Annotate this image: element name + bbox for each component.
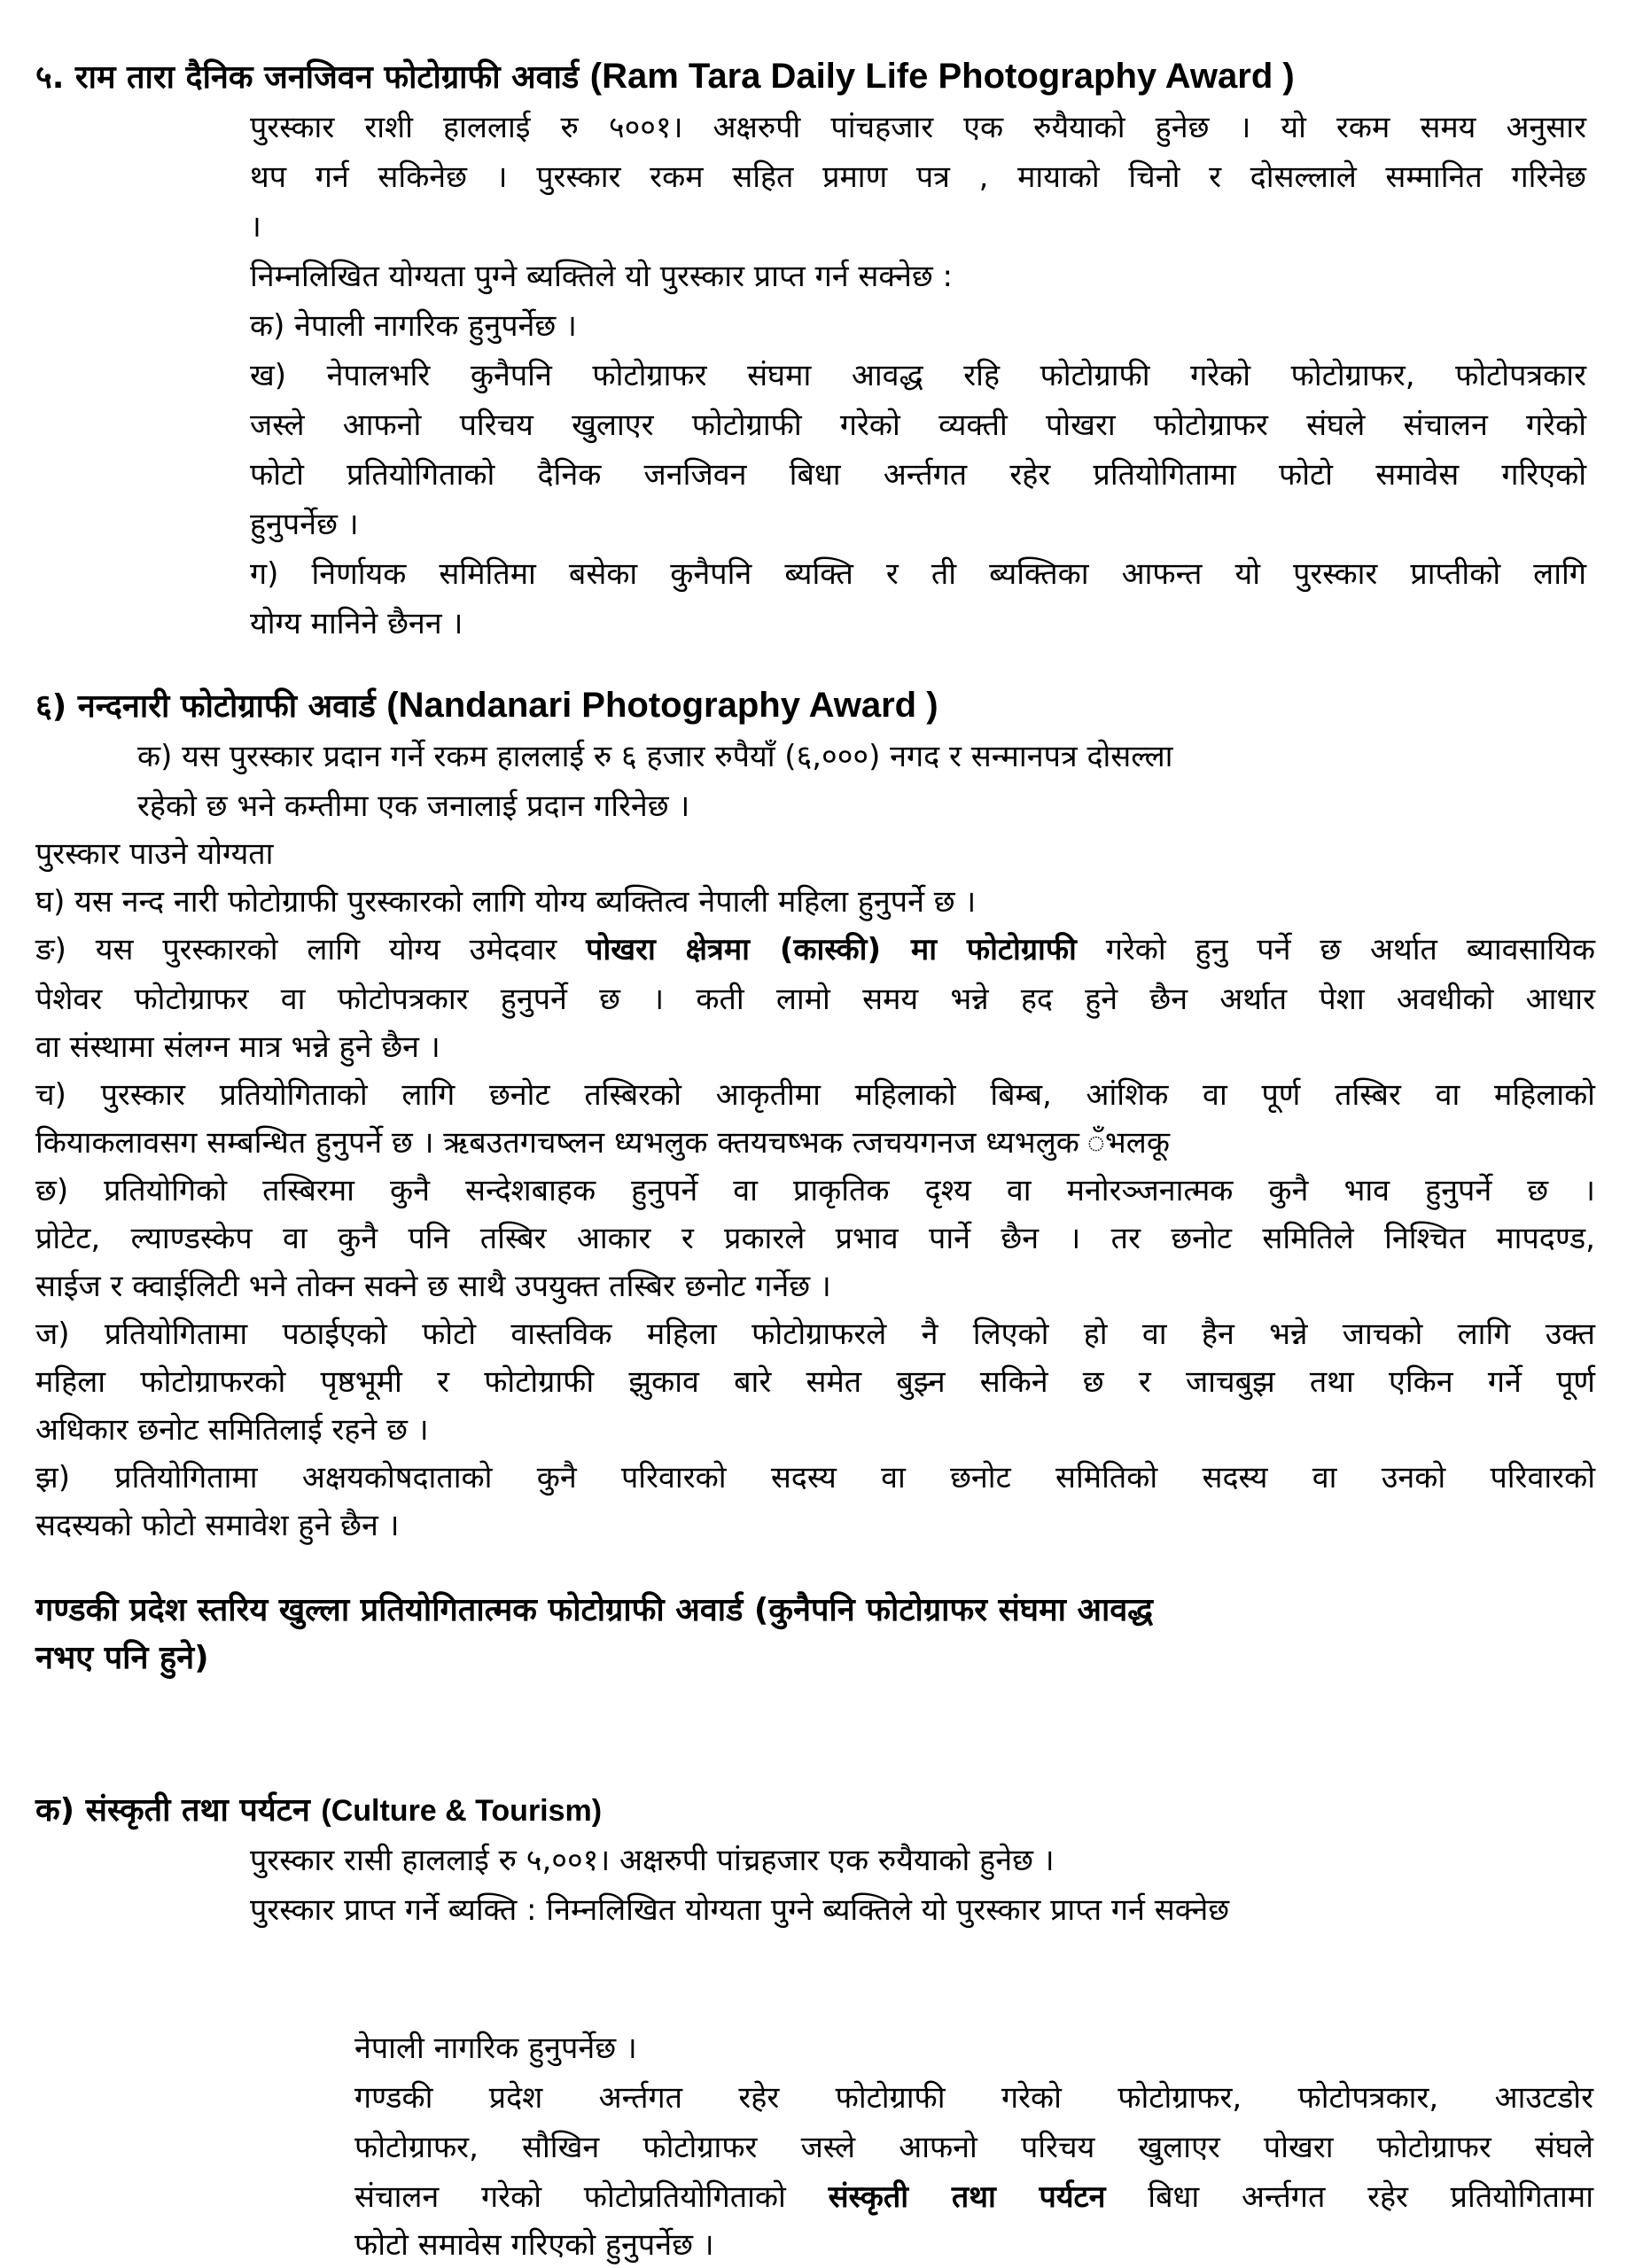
section-6-jha: सदस्यको फोटो समावेश हुने छैन । xyxy=(35,1508,400,1543)
section-6-nga-post: गरेको हुनु पर्ने छ अर्थात ब्यावसायिक xyxy=(1076,932,1595,967)
section-6-heading-np: ६) नन्दनारी फोटोग्राफी अवार्ड xyxy=(35,688,376,725)
section-6-nga-line: वा संस्थामा संलग्न मात्र भन्ने हुने छैन । xyxy=(35,1029,440,1065)
section-6-nga-bold: पोखरा क्षेत्रमा (कास्की) मा फोटोग्राफी xyxy=(586,932,1077,967)
section-6-nga-pre: ङ) यस पुरस्कारको लागि योग्य उमेदवार xyxy=(35,932,587,967)
section-5-criterion-ka: क) नेपाली नागरिक हुनुपर्नेछ । xyxy=(250,308,577,344)
culture-criterion: गण्डकी प्रदेश अर्न्तगत रहेर फोटोग्राफी गरेको फोटोग्राफर, फोटोपत्रकार, आउटडोर xyxy=(354,2080,1593,2116)
section-6-chha: प्रोटेट, ल्याण्डस्केप वा कुनै पनि तस्बिर आकार र प्रकारले प्रभाव पार्ने छैन । तर छनोट समितिले निश्चित मापदण्ड, xyxy=(35,1221,1595,1256)
section-5-criterion-ga: ग) निर्णायक समितिमा बसेका कुनैपनि ब्यक्ति र ती ब्यक्तिका आफन्त यो पुरस्कार प्राप्तीको लागि xyxy=(250,556,1586,592)
culture-heading-np: क) संस्कृती तथा पर्यटन xyxy=(35,1792,310,1829)
gandaki-heading: गण्डकी प्रदेश स्तरिय खुल्ला प्रतियोगितात्मक फोटोग्राफी अवार्ड (कुनैपनि फोटोग्राफर संघमा आवद्ध xyxy=(35,1592,1154,1628)
culture-line: पुरस्कार रासी हाललाई रु ५,००१। अक्षरुपी पांच्रहजार एक रुयैयाको हुनेछ । xyxy=(250,1843,1055,1878)
section-6-ja: अधिकार छनोट समितिलाई रहने छ । xyxy=(35,1412,429,1448)
section-6-jha: झ) प्रतियोगितामा अक्षयकोषदाताको कुनै परिवारको सदस्य वा छनोट समितिको सदस्य वा उनको परिवारको xyxy=(35,1460,1595,1495)
section-6-ja: महिला फोटोग्राफरको पृष्ठभूमी र फोटोग्राफी झुकाव बारे समेत बुझ्न सकिने छ र जाचबुझ तथा एकिन गर्ने पूर्ण xyxy=(35,1364,1595,1400)
section-6-cha: कियाकलावसग सम्बन्धित हुनुपर्ने छ । ऋबउतगचष्लन ध्यभलुक क्तयचष्भक त्जचयगनज ध्यभलुक ँभलकू xyxy=(35,1125,1170,1161)
culture-criterion: फोटो समावेस गरिएको हुनुपर्नेछ । xyxy=(354,2227,714,2263)
culture-heading xyxy=(35,1791,602,1830)
gandaki-heading: नभए पनि हुने) xyxy=(35,1640,209,1676)
section-5-line: थप गर्न सकिनेछ । पुरस्कार रकम सहित प्रमाण पत्र , मायाको चिनो र दोसल्लाले सम्मानित गरिनेछ xyxy=(250,159,1586,195)
section-5-line: पुरस्कार राशी हाललाई रु ५००१। अक्षरुपी पांचहजार एक रुयैयाको हुनेछ । यो रकम समय अनुसार xyxy=(250,110,1586,145)
section-6-eligibility-label: पुरस्कार पाउने योग्यता xyxy=(35,836,274,872)
section-6-ka: क) यस पुरस्कार प्रदान गर्ने रकम हाललाई रु ६ हजार रुपैयाँ (६,०००) नगद र सन्मानपत्र दोसल्ला xyxy=(137,739,1173,774)
culture-criterion-bold-line xyxy=(354,2178,1593,2217)
section-5-eligibility-intro: निम्नलिखित योग्यता पुग्ने ब्यक्तिले यो पुरस्कार प्राप्त गर्न सक्नेछ : xyxy=(250,259,954,294)
section-5-heading-en: (Ram Tara Daily Life Photography Award ) xyxy=(589,57,1295,96)
section-5-heading xyxy=(35,57,1295,97)
culture-heading-en: (Culture & Tourism) xyxy=(321,1794,603,1828)
culture-criterion: फोटोग्राफर, सौखिन फोटोग्राफर जस्ले आफनो परिचय खुलाएर पोखरा फोटोग्राफर संघले xyxy=(354,2130,1593,2165)
section-5-criterion-kha: हुनुपर्नेछ । xyxy=(250,507,359,542)
section-6-nga xyxy=(35,930,1595,969)
section-6-cha: च) पुरस्कार प्रतियोगिताको लागि छनोट तस्बिरको आकृतीमा महिलाको बिम्ब, आंशिक वा पूर्ण तस्बिर वा महिलाको xyxy=(35,1077,1595,1113)
section-5-criterion-kha: फोटो प्रतियोगिताको दैनिक जनजिवन बिधा अर्न्तगत रहेर प्रतियोगितामा फोटो समावेस गरिएको xyxy=(250,457,1587,493)
section-6-chha: छ) प्रतियोगिको तस्बिरमा कुनै सन्देशबाहक हुनुपर्ने वा प्राकृतिक दृश्य वा मनोरञ्जनात्मक कुनै भाव हुनुपर्ने छ । xyxy=(35,1173,1595,1208)
culture-criterion-post: बिधा अर्न्तगत रहेर प्रतियोगितामा xyxy=(1105,2179,1593,2215)
section-6-ka: रहेको छ भने कम्तीमा एक जनालाई प्रदान गरिनेछ । xyxy=(137,788,690,824)
section-5-line: । xyxy=(250,209,261,245)
section-6-heading-en: (Nandanari Photography Award ) xyxy=(386,686,938,725)
section-5-criterion-kha: ख) नेपालभरि कुनैपनि फोटोग्राफर संघमा आवद्ध रहि फोटोग्राफी गरेको फोटोग्राफर, फोटोपत्रकार xyxy=(250,358,1586,393)
culture-criterion-bold: संस्कृती तथा पर्यटन xyxy=(828,2179,1106,2215)
culture-criterion: नेपाली नागरिक हुनुपर्नेछ । xyxy=(354,2031,637,2066)
section-5-heading-np: ५. राम तारा दैनिक जनजिवन फोटोग्राफी अवार्ड xyxy=(35,59,580,96)
section-6-nga-line: पेशेवर फोटोग्राफर वा फोटोपत्रकार हुनुपर्ने छ । कती लामो समय भन्ने हद हुने छैन अर्थात पेशा अवधीको आधार xyxy=(35,982,1595,1017)
section-5-criterion-kha: जस्ले आफनो परिचय खुलाएर फोटोग्राफी गरेको व्यक्ती पोखरा फोटोग्राफर संघले संचालन गरेको xyxy=(250,408,1586,443)
culture-line: पुरस्कार प्राप्त गर्ने ब्यक्ति : निम्नलिखित योग्यता पुग्ने ब्यक्तिले यो पुरस्कार प्राप्त गर्न सक्नेछ xyxy=(250,1892,1230,1928)
section-5-criterion-ga: योग्य मानिने छैनन । xyxy=(250,606,463,641)
culture-criterion-pre: संचालन गरेको फोटोप्रतियोगिताको xyxy=(354,2179,829,2215)
section-6-chha: साईज र क्वाईलिटी भने तोक्न सक्ने छ साथै उपयुक्त तस्बिर छनोट गर्नेछ । xyxy=(35,1269,831,1304)
section-6-heading xyxy=(35,686,938,726)
section-6-ja: ज) प्रतियोगितामा पठाईएको फोटो वास्तविक महिला फोटोग्राफरले नै लिएको हो वा हैन भन्ने जाचको लागि उक्त xyxy=(35,1317,1595,1352)
section-6-gha: घ) यस नन्द नारी फोटोग्राफी पुरस्कारको लागि योग्य ब्यक्तित्व नेपाली महिला हुनुपर्ने छ । xyxy=(35,884,977,920)
